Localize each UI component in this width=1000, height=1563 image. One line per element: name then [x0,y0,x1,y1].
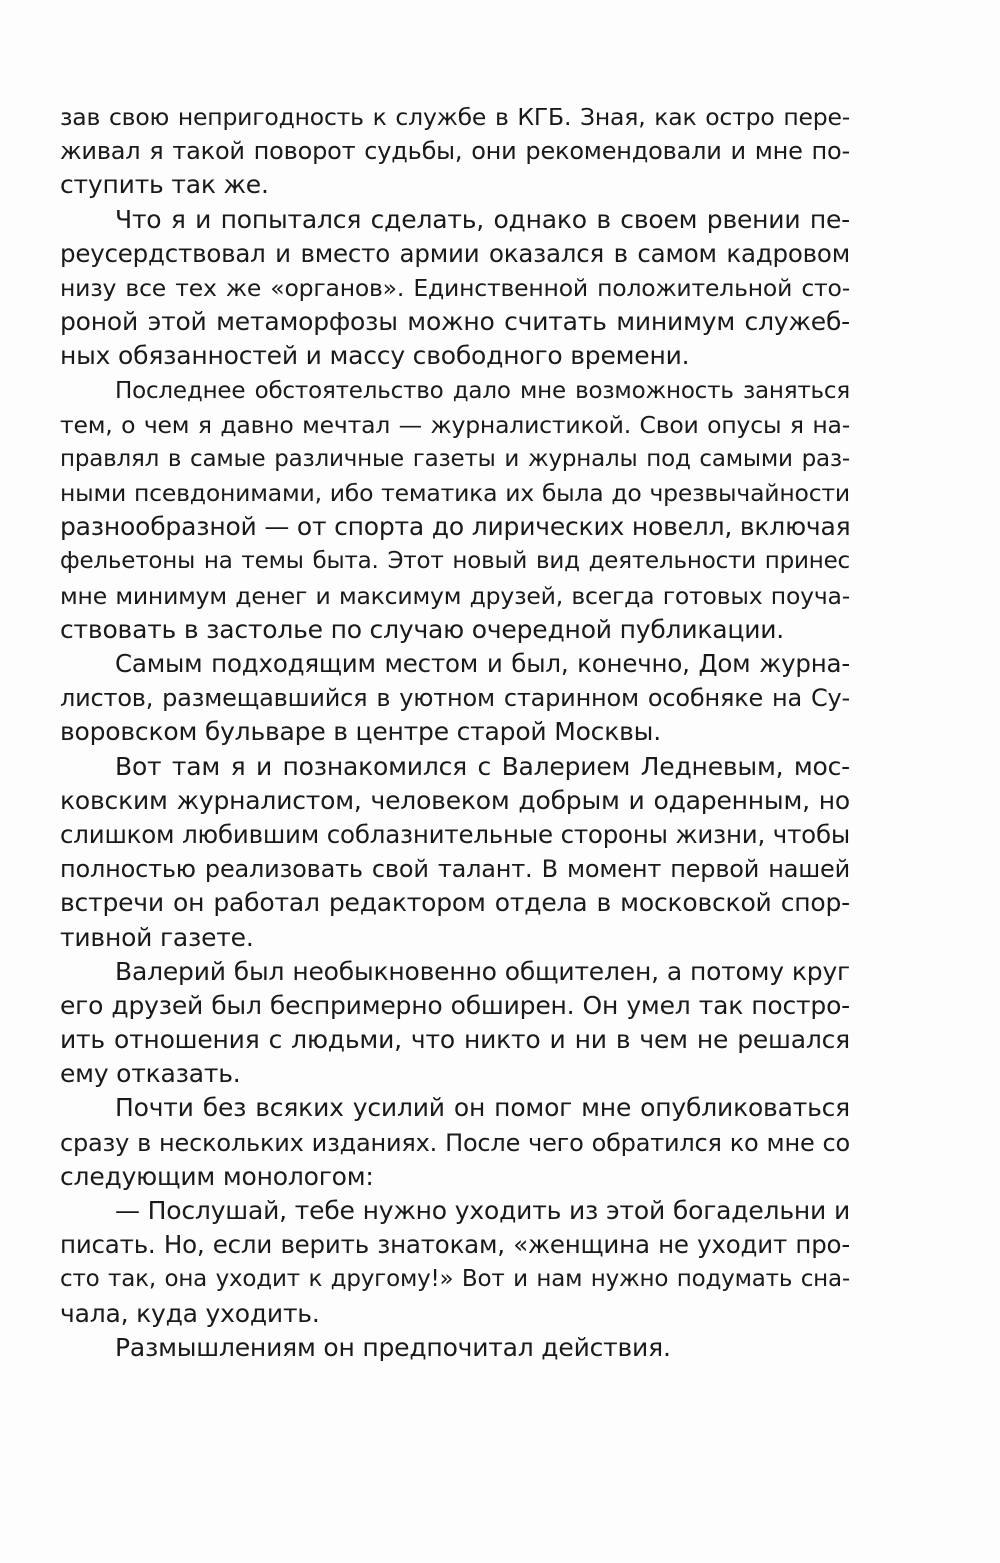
text-line: роной этой метаморфозы можно считать минимум служеб- [60,307,850,337]
text-line: ными псевдонимами, ибо тематика их была до чрезвычайности [60,479,850,508]
text-line: разнообразной — от спорта до лирических новелл, включая [60,512,851,542]
text-line: воровском бульваре в центре старой Москвы. [60,717,661,747]
text-line: Почти без всяких усилий он помог мне опубликоваться [115,1093,850,1123]
text-line: ковским журналистом, человеком добрым и одаренным, но [60,785,850,815]
text-line: Валерий был необыкновенно общителен, а потому круг [115,956,850,986]
text-line: ему отказать. [60,1059,241,1089]
text-line: слишком любившим соблазнительные стороны жизни, чтобы [60,819,850,849]
text-line: писать. Но, если верить знатокам, «женщина не уходит про- [60,1230,850,1260]
text-line: сто так, она уходит к другому!» Вот и нам нужно подумать сна- [60,1266,850,1293]
text-line: Последнее обстоятельство дало мне возможность заняться [115,377,850,404]
text-line: ступить так же. [60,170,269,200]
text-line: зав свою непригодность к службе в КГБ. Зная, как остро пере- [60,103,850,131]
text-line: Вот там я и познакомился с Валерием Ледневым, мос- [115,751,850,781]
text-line: тивной газете. [60,922,254,952]
text-line: — Послушай, тебе нужно уходить из этой богадельни и [115,1196,850,1225]
text-line: ствовать в застолье по случаю очередной публикации. [60,614,785,644]
page-text [60,100,850,1365]
text-line: чала, куда уходить. [60,1298,320,1328]
text-line: ить отношения с людьми, что никто и ни в чем не решался [60,1025,850,1055]
text-line: реусердствовал и вместо армии оказался в самом кадровом [60,238,850,268]
text-line: Что я и попытался сделать, однако в своем рвении пе- [115,204,850,234]
text-line: полностью реализовать свой талант. В момент первой нашей [60,855,850,884]
text-line: следующим монологом: [60,1161,374,1191]
text-line: правлял в самые различные газеты и журналы под самыми раз- [60,445,850,472]
text-line: его друзей был беспримерно обширен. Он умел так постро- [60,990,850,1020]
text-line: живал я такой поворот судьбы, они рекомендовали и мне по- [60,137,850,166]
text-line: Самым подходящим местом и был, конечно, Дом журна- [115,649,850,678]
text-line: ных обязанностей и массу свободного времени. [60,341,690,371]
text-line: Размышлениям он предпочитал действия. [115,1332,671,1362]
text-line: листов, размещавшийся в уютном старинном особняке на Су- [60,684,850,713]
text-line: мне минимум денег и максимум друзей, всегда готовых поуча- [60,581,850,610]
text-line: тем, о чем я давно мечтал — журналистикой. Свои опусы я на- [60,410,850,439]
text-line: сразу в нескольких изданиях. После чего обратился ко мне со [60,1128,850,1157]
text-line: встречи он работал редактором отдела в московской спор- [60,888,850,918]
text-line: низу все тех же «органов». Единственной положительной сто- [60,273,850,302]
text-line: фельетоны на темы быта. Этот новый вид деятельности принес [60,548,850,575]
